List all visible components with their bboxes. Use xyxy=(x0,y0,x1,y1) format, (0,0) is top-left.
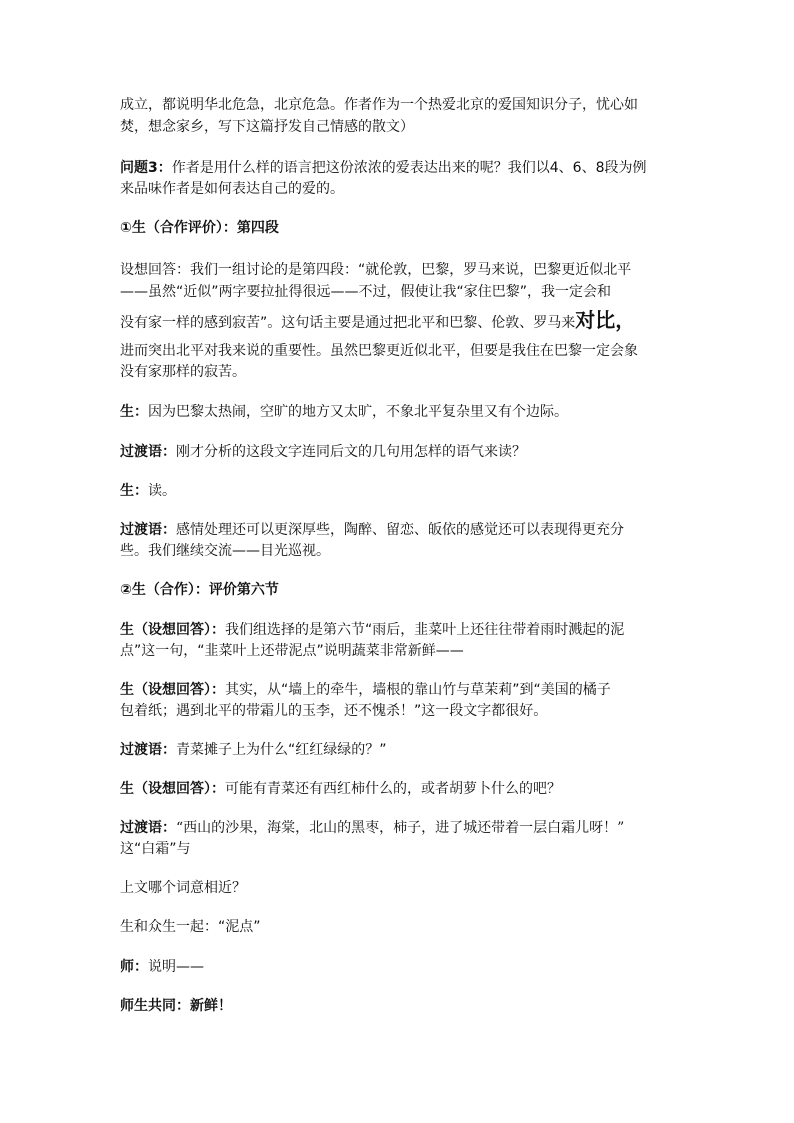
student-answer-label: 生（设想回答）： xyxy=(120,781,225,797)
emphasis-contrast: 对比， xyxy=(575,308,636,332)
section-heading-1: ①生（合作评价）：第四段 xyxy=(120,220,279,236)
student-reply-text: 读。 xyxy=(148,483,176,499)
student-answer-2-line-2: 包着纸；遇到北平的带霜儿的玉李，还不愧杀！”这一段文字都很好。 xyxy=(120,703,548,719)
transition-quote: “西山的沙果，海棠，北山的黑枣，柿子，进了城还带着一层白霜儿呀！” xyxy=(176,820,625,836)
transition-3 xyxy=(120,742,387,758)
section-heading-2: ②生（合作）：评价第六节 xyxy=(120,582,279,598)
question-3-label: 问题3： xyxy=(120,160,172,176)
student-answer-text: 其实，从“墙上的牵牛，墙根的靠山竹与草茉莉”到“美国的橘子 xyxy=(225,682,611,698)
class-response: 生和众生一起：“泥点” xyxy=(120,919,261,935)
paragraph-4-line-3-text: 没有家一样的感到寂苦”。这句话主要是通过把北平和巴黎、伦敦、罗马来 xyxy=(120,315,576,331)
student-answer-1-line-1 xyxy=(120,622,624,638)
question-3-text: 作者是用什么样的语言把这份浓浓的爱表达出来的呢？我们以4、6、8段为例 xyxy=(171,160,647,176)
transition-label: 过渡语： xyxy=(120,820,176,836)
paragraph-4-line-2: ——虽然“近似”两字要拉扯得很远——不过，假使让我“家住巴黎”，我一定会和 xyxy=(120,284,612,300)
question-3-line-2: 来品味作者是如何表达自己的爱的。 xyxy=(120,181,344,197)
transition-text: 感情处理还可以更深厚些，陶醉、留恋、皈依的感觉还可以表现得更充分 xyxy=(176,522,624,538)
paragraph-4-line-3 xyxy=(120,308,636,332)
teacher-line xyxy=(120,959,204,975)
teacher-student-label: 师生共同： xyxy=(120,998,190,1014)
student-answer-text: 我们组选择的是第六节“雨后，韭菜叶上还往往带着雨时溅起的泥 xyxy=(225,622,625,638)
transition-1 xyxy=(120,444,526,460)
transition-label: 过渡语： xyxy=(120,742,176,758)
student-reply-text: 因为巴黎太热闹，空旷的地方又太旷，不象北平复杂里又有个边际。 xyxy=(148,404,568,420)
student-answer-2-line-1 xyxy=(120,682,611,698)
student-label: 生： xyxy=(120,483,148,499)
student-reply-2 xyxy=(120,483,176,499)
intro-line-2: 焚，想念家乡，写下这篇抒发自己情感的散文） xyxy=(120,119,414,135)
student-answer-label: 生（设想回答）： xyxy=(120,682,225,698)
transition-4-line-2: 这“白霜”与 xyxy=(120,841,191,857)
student-answer-label: 生（设想回答）： xyxy=(120,622,225,638)
paragraph-4-line-4: 进而突出北平对我来说的重要性。虽然巴黎更近似北平，但要是我住在巴黎一定会象 xyxy=(120,343,638,359)
student-answer-text: 可能有青菜还有西红柿什么的，或者胡萝卜什么的吧？ xyxy=(225,781,561,797)
student-reply-1 xyxy=(120,404,568,420)
transition-text: 刚才分析的这段文字连同后文的几句用怎样的语气来读？ xyxy=(176,444,526,460)
transition-label: 过渡语： xyxy=(120,522,176,538)
intro-line-1: 成立，都说明华北危急，北京危急。作者作为一个热爱北京的爱国知识分子，忧心如 xyxy=(120,97,638,113)
teacher-student-line xyxy=(120,998,232,1014)
paragraph-4-line-5: 没有家那样的寂苦。 xyxy=(120,364,246,380)
transition-text: 青菜摊子上为什么“红红绿绿的？” xyxy=(176,742,387,758)
teacher-label: 师： xyxy=(120,959,148,975)
teacher-student-text: 新鲜！ xyxy=(190,998,232,1014)
transition-4-line-1 xyxy=(120,820,624,836)
paragraph-4-line-1: 设想回答：我们一组讨论的是第四段：“就伦敦，巴黎，罗马来说，巴黎更近似北平 xyxy=(120,262,632,278)
student-label: 生： xyxy=(120,404,148,420)
question-line: 上文哪个词意相近？ xyxy=(120,880,246,896)
transition-2-line-1 xyxy=(120,522,624,538)
question-3-line-1 xyxy=(120,160,646,176)
transition-label: 过渡语： xyxy=(120,444,176,460)
student-answer-1-line-2: 点”这一句，“韭菜叶上还带泥点”说明蔬菜非常新鲜—— xyxy=(120,643,464,659)
teacher-text: 说明—— xyxy=(148,959,204,975)
transition-2-line-2: 些。我们继续交流——目光巡视。 xyxy=(120,543,330,559)
student-answer-3 xyxy=(120,781,561,797)
